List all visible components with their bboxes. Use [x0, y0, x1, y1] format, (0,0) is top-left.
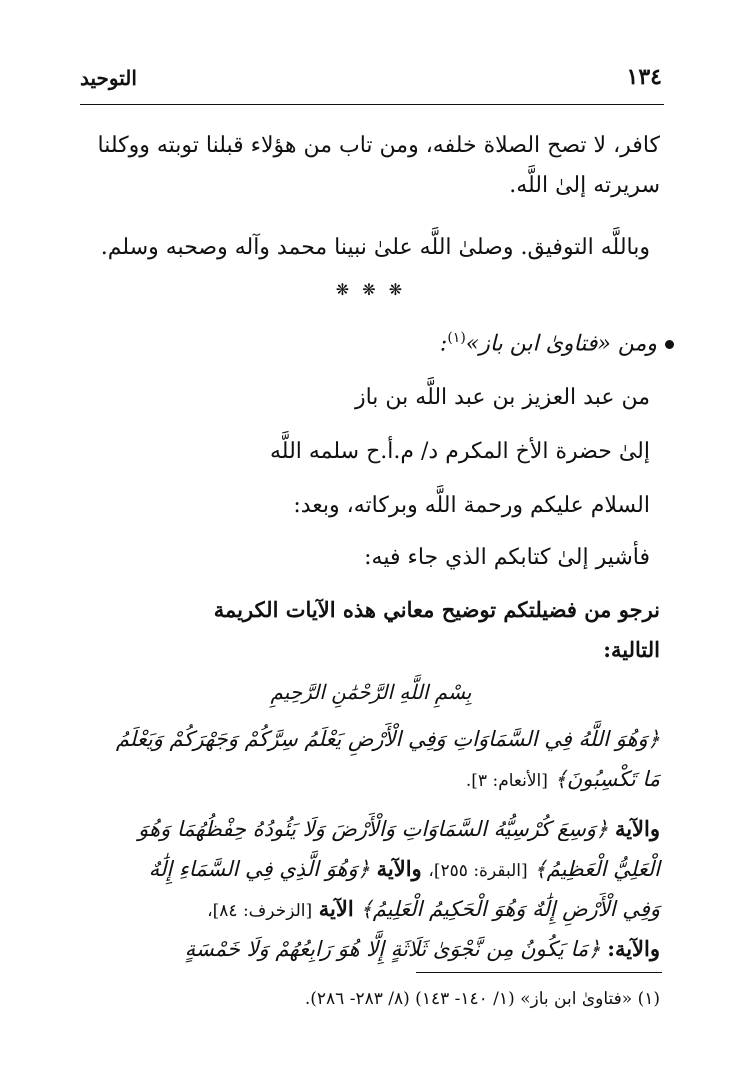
basmala: بِسْمِ اللَّهِ الرَّحْمَٰنِ الرَّحِيمِ	[270, 680, 472, 704]
section-heading-colon: :	[439, 331, 448, 357]
verse-label: والآية:	[607, 936, 660, 961]
header-rule	[80, 104, 664, 105]
footnote: (١) «فتاوىٰ ابن باز» (١/ ١٤٠- ١٤٣) (٨/ ٢٨٣- ٢٨٦).	[304, 989, 660, 1009]
letter-reference-line: فأشير إلىٰ كتابكم الذي جاء فيه:	[364, 545, 650, 570]
verse-label: الآية	[318, 896, 354, 921]
verse-text: ﴿وَسِعَ كُرْسِيُّهُ السَّمَاوَاتِ وَالْأَرْضَ وَلَا يَئُودُهُ حِفْظُهُمَا وَهُوَ	[138, 817, 609, 841]
verse-text: ﴿وَهُوَ اللَّهُ فِي السَّمَاوَاتِ وَفِي الْأَرْضِ يَعْلَمُ سِرَّكُمْ وَجَهْرَكُمْ وَيَعْلَمُ	[115, 727, 660, 751]
page-number: ١٣٤	[626, 64, 662, 90]
section-heading	[440, 318, 674, 364]
footnote-marker: (١)	[447, 330, 466, 346]
verse-line	[82, 928, 660, 970]
question-line: نرجو من فضيلتكم توضيح معاني هذه الآيات الكريمة	[213, 597, 660, 622]
verse-label: والآية	[376, 856, 422, 881]
question-line: التالية:	[603, 637, 660, 662]
verse-line	[82, 888, 660, 932]
closing-line: وباللَّه التوفيق. وصلىٰ اللَّه علىٰ نبينا محمد وآله وصحبه وسلم.	[100, 235, 650, 260]
verse-reference: [الزخرف: ٨٤]،	[207, 901, 313, 921]
letter-greeting: السلام عليكم ورحمة اللَّه وبركاته، وبعد:	[293, 493, 650, 518]
verse-reference: [البقرة: ٢٥٥]،	[428, 861, 528, 881]
verse-line	[82, 758, 660, 802]
verse-text: وَفِي الْأَرْضِ إِلَٰهٌ وَهُوَ الْحَكِيمُ الْعَلِيمُ﴾	[360, 897, 660, 921]
section-separator: ❋ ❋ ❋	[335, 280, 407, 299]
verse-reference: [الأنعام: ٣].	[465, 771, 548, 791]
verse-line	[82, 718, 660, 760]
verse-text: ﴿وَهُوَ الَّذِي فِي السَّمَاءِ إِلَٰهٌ	[148, 857, 370, 881]
verse-text: ﴿مَا يَكُونُ مِن نَّجْوَىٰ ثَلَاثَةٍ إِلَّا هُوَ رَابِعُهُمْ وَلَا خَمْسَةٍ	[184, 937, 601, 961]
verse-line	[82, 808, 660, 850]
verse-label: والآية	[614, 816, 660, 841]
verse-line	[82, 848, 660, 892]
footnote-rule	[416, 972, 662, 973]
paragraph-line: كافر، لا تصح الصلاة خلفه، ومن تاب من هؤلاء قبلنا توبته ووكلنا	[97, 133, 660, 158]
page-header	[80, 62, 662, 98]
verse-text: مَا تَكْسِبُونَ﴾	[554, 767, 660, 791]
section-heading-text: ومن «فتاوىٰ ابن باز»	[465, 331, 657, 357]
paragraph-line: سريرته إلىٰ اللَّه.	[509, 173, 660, 198]
verse-text: الْعَلِيُّ الْعَظِيمُ﴾	[534, 857, 660, 881]
letter-to-line: إلىٰ حضرة الأخ المكرم د/ م.أ.ح سلمه اللَّه	[269, 439, 650, 464]
letter-from-line: من عبد العزيز بن عبد اللَّه بن باز	[354, 385, 650, 410]
bullet-icon	[665, 340, 674, 349]
running-title: التوحيد	[80, 66, 137, 90]
